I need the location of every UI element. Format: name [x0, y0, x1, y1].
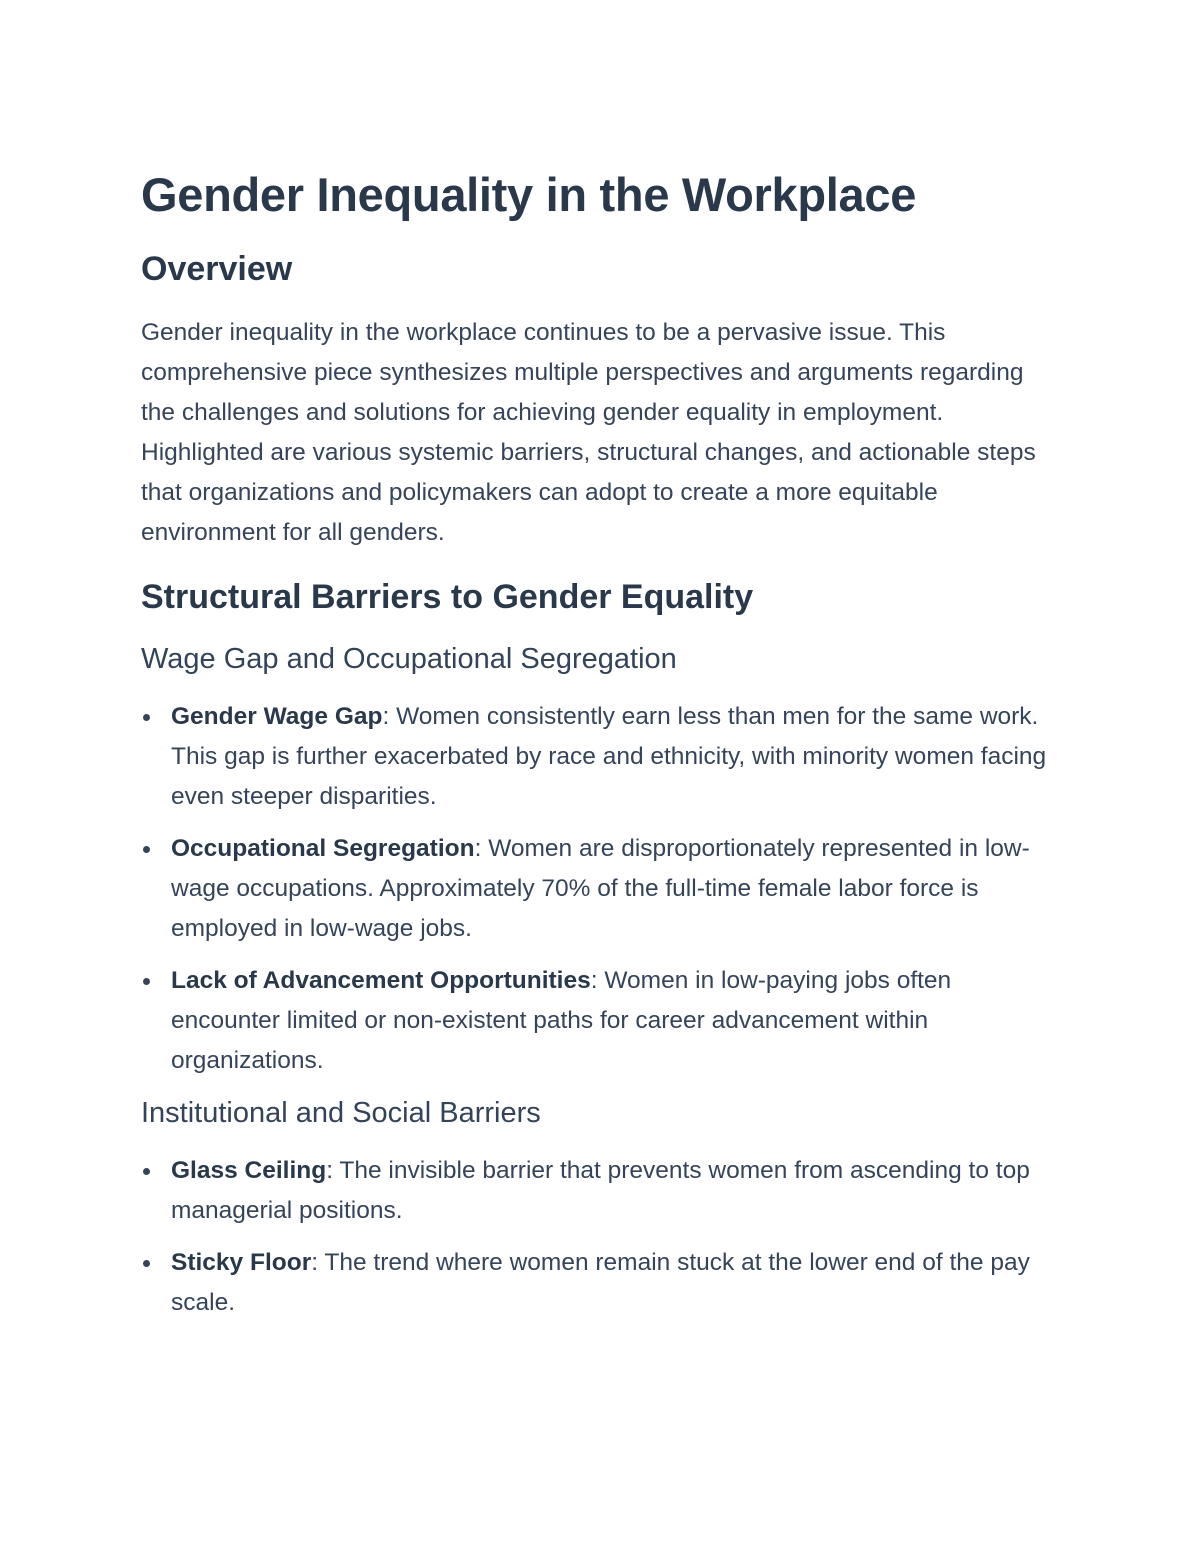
list-item-text: : The invisible barrier that prevents women from ascending to top managerial positions. — [171, 1157, 1030, 1224]
list-item-term: Lack of Advancement Opportunities — [171, 967, 591, 994]
bullet-icon — [143, 714, 150, 721]
wage-gap-list — [141, 697, 1061, 1081]
bullet-icon — [143, 1168, 150, 1175]
document-page — [141, 165, 1061, 1335]
structural-barriers-heading: Structural Barriers to Gender Equality — [141, 578, 754, 616]
overview-paragraph: Gender inequality in the workplace continues to be a pervasive issue. This comprehensive piece synthesizes multiple perspectives and arguments regarding the challenges and solutions for achieving gender equality in employment. Highlighted are various systemic barriers, structural changes, and actionable steps that organizations and policymakers can adopt to create a more equitable environment for all genders. — [141, 319, 1036, 546]
document-title: Gender Inequality in the Workplace — [141, 168, 917, 221]
list-item-term: Glass Ceiling — [171, 1157, 327, 1184]
institutional-barriers-list — [141, 1151, 1061, 1323]
list-item-term: Gender Wage Gap — [171, 703, 383, 730]
wage-gap-subheading: Wage Gap and Occupational Segregation — [141, 643, 677, 675]
list-item-text: : Women consistently earn less than men for the same work. This gap is further exacerbated by race and ethnicity, with minority women facing even steeper disparities. — [171, 703, 1047, 810]
institutional-barriers-subheading: Institutional and Social Barriers — [141, 1097, 541, 1129]
list-item — [141, 697, 1061, 817]
list-item — [141, 829, 1061, 949]
overview-heading: Overview — [141, 250, 293, 288]
list-item-text: : Women in low-paying jobs often encounter limited or non-existent paths for career advancement within organizations. — [171, 967, 952, 1074]
list-item-term: Sticky Floor — [171, 1249, 312, 1276]
list-item — [141, 1243, 1061, 1323]
list-item — [141, 1151, 1061, 1231]
list-item-text: : The trend where women remain stuck at the lower end of the pay scale. — [171, 1249, 1030, 1316]
list-item-term: Occupational Segregation — [171, 835, 475, 862]
bullet-icon — [143, 1260, 150, 1267]
bullet-icon — [143, 846, 150, 853]
bullet-icon — [143, 978, 150, 985]
list-item-text: : Women are disproportionately represented in low-wage occupations. Approximately 70% of the full-time female labor force is employed in low-wage jobs. — [171, 835, 1030, 942]
list-item — [141, 961, 1061, 1081]
